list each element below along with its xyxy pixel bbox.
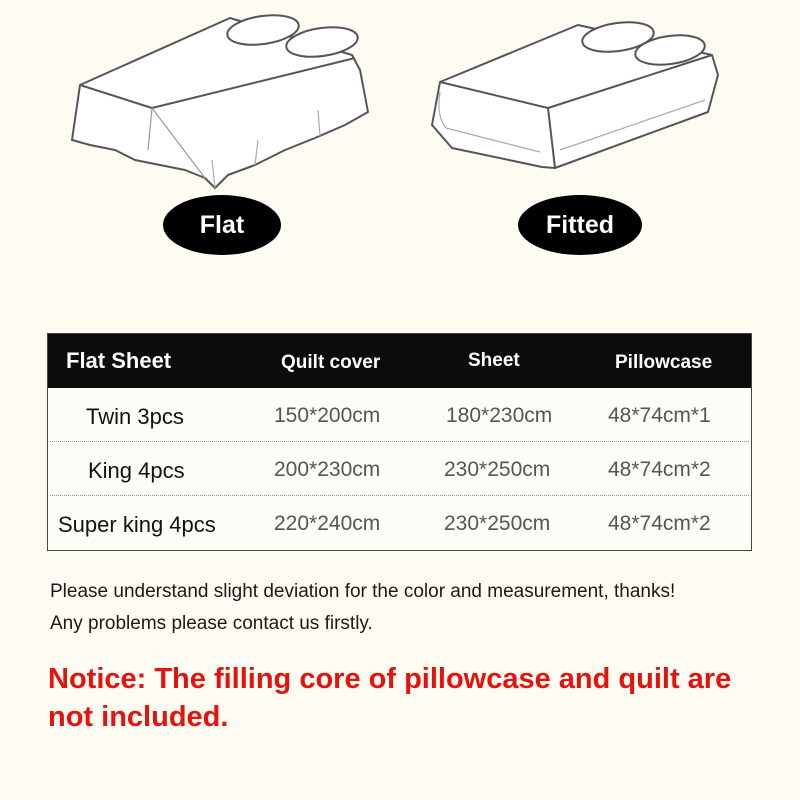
- size-name: Twin 3pcs: [86, 404, 184, 429]
- header-quilt-cover: Quilt cover: [281, 352, 381, 373]
- size-table: [47, 333, 752, 551]
- fitted-label: Fitted: [518, 195, 642, 255]
- flat-sheet-icon: [72, 11, 368, 188]
- deviation-note: Please understand slight deviation for the color and measurement, thanks!: [50, 581, 676, 602]
- fitted-sheet-icon: [432, 18, 718, 168]
- contact-note: Any problems please contact us firstly.: [50, 613, 373, 634]
- pillowcase-size: 48*74cm*2: [608, 458, 711, 481]
- pillowcase-size: 48*74cm*1: [608, 404, 711, 427]
- quilt-cover-size: 220*240cm: [274, 512, 381, 535]
- table-row: [48, 390, 750, 444]
- header-pillowcase: Pillowcase: [615, 352, 713, 373]
- bed-illustrations: [0, 0, 800, 270]
- pillowcase-size: 48*74cm*2: [608, 512, 711, 535]
- size-name: Super king 4pcs: [58, 512, 216, 537]
- sheet-size: 230*250cm: [444, 458, 551, 481]
- notice-text: Notice: The filling core of pillowcase and quilt are not included.: [48, 663, 732, 733]
- header-sheet: Sheet: [468, 350, 520, 371]
- quilt-cover-size: 150*200cm: [274, 404, 381, 427]
- sheet-size: 180*230cm: [446, 404, 553, 427]
- header-flat-sheet: Flat Sheet: [66, 348, 172, 373]
- size-name: King 4pcs: [88, 458, 185, 483]
- sheet-size: 230*250cm: [444, 512, 551, 535]
- flat-label: Flat: [163, 195, 281, 255]
- row-divider: [50, 441, 749, 442]
- quilt-cover-size: 200*230cm: [274, 458, 381, 481]
- table-header: [48, 334, 751, 388]
- table-row: [48, 444, 750, 498]
- table-row: [48, 498, 750, 552]
- row-divider: [50, 495, 749, 496]
